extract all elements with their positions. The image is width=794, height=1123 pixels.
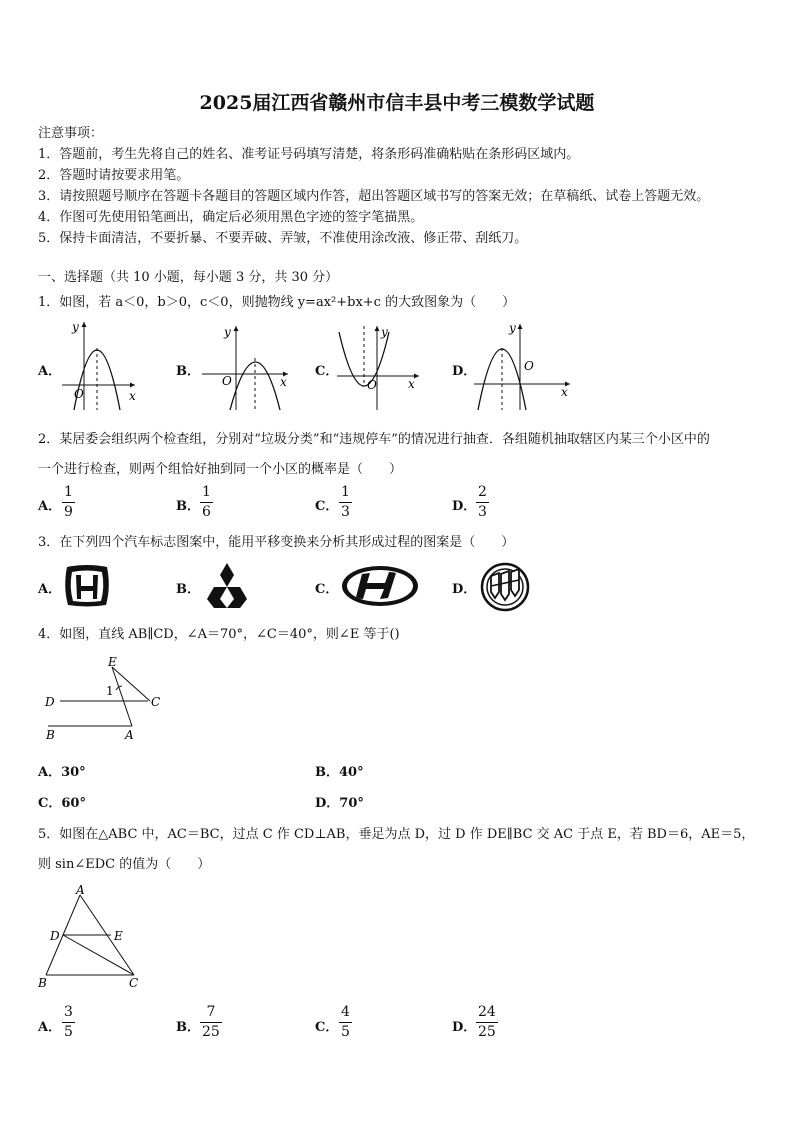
q2-stem-line1: 2．某居委会组织两个检查组，分别对“垃圾分类”和“违规停车”的情况进行抽查．各组随机抽取辖区内某三个小区中的 (38, 432, 710, 447)
point-a-label: A (125, 728, 134, 742)
q3-option-d-label[interactable]: D． (452, 582, 477, 597)
q5-option-c-label[interactable]: C． (315, 1020, 339, 1035)
q1-graph-d-x-label: x (561, 385, 568, 399)
q2-option-a-label[interactable]: A． (38, 499, 62, 514)
q1-graph-b[interactable] (200, 318, 295, 413)
numerator: 2 (478, 484, 487, 500)
q5-figure (34, 880, 149, 990)
notice-heading: 注意事项： (38, 126, 104, 141)
q5-option-c-fraction[interactable] (339, 1004, 352, 1041)
q1-option-c-label[interactable]: C． (315, 364, 339, 379)
point-c-label: C (151, 695, 161, 709)
angle-1-label: 1 (106, 684, 114, 698)
q1-option-a-label[interactable]: A． (38, 364, 62, 379)
numerator: 1 (202, 484, 211, 500)
point-b-label: B (46, 728, 55, 742)
point-b-label: B (38, 976, 47, 990)
q1-stem: 1．如图，若 a＜0，b＞0，c＜0，则抛物线 y=ax²+bx+c 的大致图象为（ ） (38, 295, 516, 310)
q4-figure (40, 650, 170, 745)
q1-option-b-label[interactable]: B． (176, 364, 200, 379)
denominator: 5 (64, 1024, 73, 1040)
buick-logo-icon[interactable] (480, 562, 530, 612)
mitsubishi-logo-icon[interactable] (200, 561, 254, 609)
q1-graph-a-origin-label: O (74, 387, 84, 401)
q1-graph-c-origin-label: O (367, 378, 377, 392)
q2-option-d-fraction[interactable] (476, 484, 489, 521)
q5-stem-line1: 5．如图在△ABC 中，AC＝BC，过点 C 作 CD⊥AB，垂足为点 D，过 D 作 DE∥BC 交 AC 于点 E，若 BD＝6，AE＝5， (38, 827, 755, 842)
notice-item: 1．答题前，考生先将自己的姓名、准考证号码填写清楚，将条形码准确粘贴在条形码区域内。 (38, 147, 580, 162)
denominator: 3 (478, 504, 487, 520)
q3-option-a-label[interactable]: A． (38, 582, 62, 597)
q2-option-b-label[interactable]: B． (176, 499, 200, 514)
q5-option-b-label[interactable]: B． (176, 1020, 200, 1035)
q1-graph-c[interactable] (335, 318, 425, 413)
hyundai-logo-icon[interactable] (340, 564, 420, 608)
q2-option-c-fraction[interactable] (339, 484, 352, 521)
notice-item: 3．请按照题号顺序在答题卡各题目的答题区域内作答，超出答题区域书写的答案无效；在草稿纸、试卷上答题无效。 (38, 189, 710, 204)
honda-logo-icon[interactable] (62, 563, 112, 609)
q3-stem: 3．在下列四个汽车标志图案中，能用平移变换来分析其形成过程的图案是（ ） (38, 535, 515, 550)
q1-graph-d-origin-label: O (524, 359, 534, 373)
numerator: 1 (64, 484, 73, 500)
q4-option-c[interactable]: C．60° (38, 796, 86, 811)
numerator: 4 (341, 1004, 350, 1020)
point-e-label: E (114, 929, 123, 943)
numerator: 24 (478, 1004, 496, 1020)
q4-option-d[interactable]: D．70° (315, 796, 364, 811)
q5-option-a-fraction[interactable] (62, 1004, 75, 1041)
q4-stem: 4．如图，直线 AB∥CD，∠A＝70°，∠C＝40°，则∠E 等于() (38, 627, 400, 642)
q2-stem-line2: 一个进行检查，则两个组恰好抽到同一个小区的概率是（ ） (38, 462, 403, 477)
point-e-label: E (108, 655, 117, 669)
q2-option-a-fraction[interactable] (62, 484, 75, 521)
denominator: 6 (202, 504, 211, 520)
q5-option-d-fraction[interactable] (476, 1004, 498, 1041)
numerator: 7 (206, 1004, 216, 1020)
q1-graph-b-origin-label: O (222, 374, 232, 388)
q1-graph-c-x-label: x (408, 377, 415, 391)
q1-option-d-label[interactable]: D． (452, 364, 477, 379)
denominator: 25 (478, 1024, 496, 1040)
q1-graph-d[interactable] (472, 318, 577, 413)
numerator: 3 (64, 1004, 73, 1020)
notice-item: 5．保持卡面清洁，不要折暴、不要弄破、弄皱，不准使用涂改液、修正带、刮纸刀。 (38, 231, 528, 246)
denominator: 25 (202, 1024, 220, 1040)
q2-option-d-label[interactable]: D． (452, 499, 477, 514)
q4-option-b[interactable]: B．40° (315, 765, 364, 780)
q1-graph-c-y-label: y (381, 325, 388, 339)
denominator: 3 (341, 504, 350, 520)
section-heading: 一、选择题（共 10 小题，每小题 3 分，共 30 分） (38, 270, 339, 285)
notice-item: 4．作图可先使用铅笔画出，确定后必须用黑色字迹的签字笔描黑。 (38, 210, 424, 225)
q3-option-c-label[interactable]: C． (315, 582, 339, 597)
q2-option-b-fraction[interactable] (200, 484, 213, 521)
q4-option-a[interactable]: A．30° (38, 765, 86, 780)
q1-graph-b-x-label: x (280, 375, 287, 389)
q5-stem-line2: 则 sin∠EDC 的值为（ ） (38, 857, 211, 872)
q1-graph-a[interactable] (60, 318, 140, 413)
q5-option-a-label[interactable]: A． (38, 1020, 62, 1035)
q1-graph-a-x-label: x (129, 389, 136, 403)
point-a-label: A (76, 883, 85, 897)
q1-graph-d-y-label: y (509, 321, 516, 335)
q1-graph-b-y-label: y (224, 325, 231, 339)
denominator: 5 (341, 1024, 350, 1040)
q1-graph-a-y-label: y (72, 320, 79, 334)
denominator: 9 (64, 504, 73, 520)
numerator: 1 (341, 484, 350, 500)
q5-option-b-fraction[interactable] (200, 1004, 222, 1041)
point-c-label: C (129, 976, 139, 990)
q3-option-b-label[interactable]: B． (176, 582, 200, 597)
q2-option-c-label[interactable]: C． (315, 499, 339, 514)
point-d-label: D (45, 695, 55, 709)
point-d-label: D (50, 929, 60, 943)
page-title: 2025届江西省赣州市信丰县中考三模数学试题 (199, 92, 595, 114)
notice-item: 2．答题时请按要求用笔。 (38, 168, 190, 183)
q5-option-d-label[interactable]: D． (452, 1020, 477, 1035)
